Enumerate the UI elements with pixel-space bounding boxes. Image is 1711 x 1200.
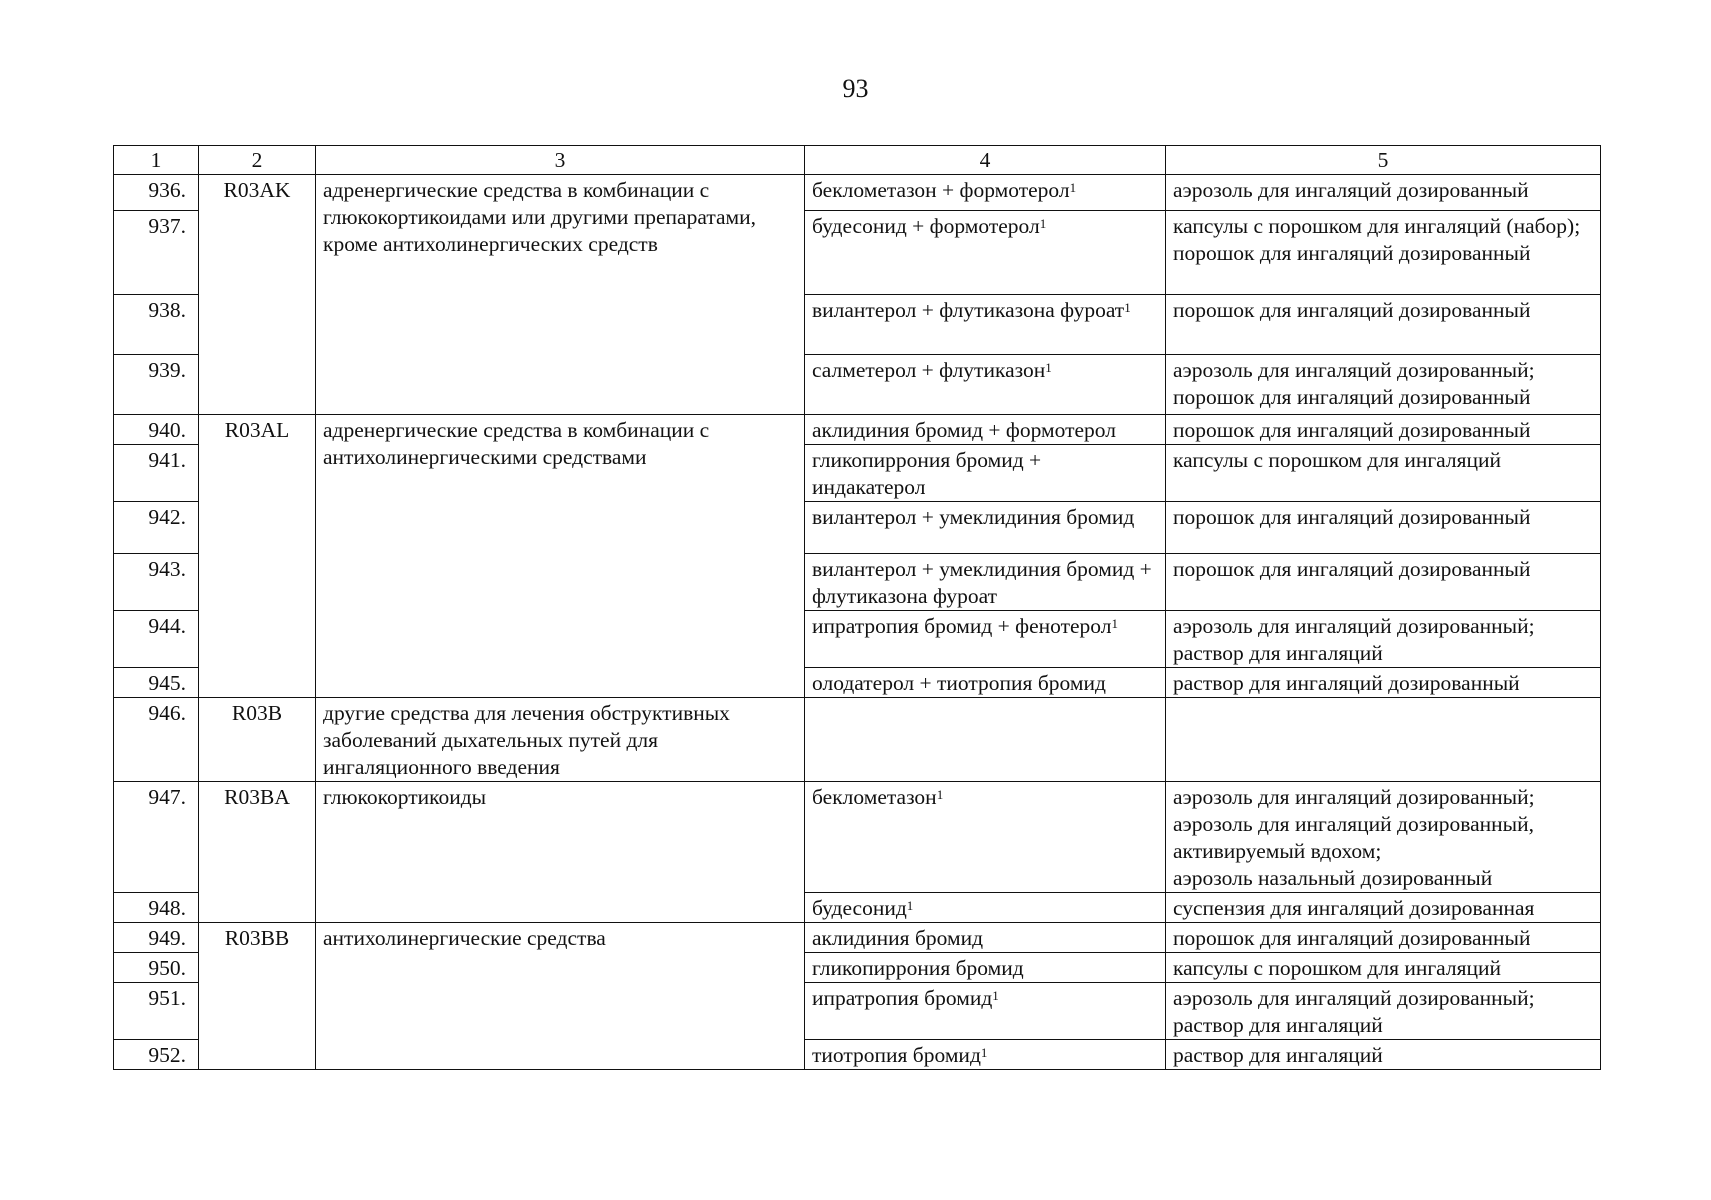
dosage-form: порошок для ингаляций дозированный (1173, 505, 1531, 529)
dosage-form: капсулы с порошком для ингаляций (1173, 448, 1502, 472)
row-number: 947. (114, 782, 199, 893)
dosage-form: раствор для ингаляций (1173, 1043, 1383, 1067)
row-number: 951. (114, 983, 199, 1040)
drug-name: гликопиррония бромид + индакатерол (812, 448, 1042, 499)
drug-name: тиотропия бромид (812, 1043, 981, 1067)
drug-name-cell (805, 1040, 1166, 1070)
atc-code: R03AL (199, 415, 316, 698)
medicines-table (113, 145, 1601, 1070)
dosage-forms-cell (1166, 502, 1601, 554)
drug-name-cell (805, 445, 1166, 502)
dosage-forms-cell (1166, 295, 1601, 355)
row-number: 938. (114, 295, 199, 355)
row-number: 936. (114, 175, 199, 211)
header-col-2: 2 (199, 146, 316, 175)
row-number: 946. (114, 698, 199, 782)
dosage-form: раствор для ингаляций (1173, 1013, 1383, 1037)
header-col-5: 5 (1166, 146, 1601, 175)
table-body (114, 175, 1601, 1070)
row-number: 945. (114, 668, 199, 698)
dosage-form: раствор для ингаляций (1173, 641, 1383, 665)
footnote-marker: 1 (906, 898, 914, 913)
dosage-form: аэрозоль для ингаляций дозированный, активируемый вдохом; (1173, 812, 1534, 863)
dosage-forms-cell (1166, 1040, 1601, 1070)
dosage-form: порошок для ингаляций дозированный (1173, 241, 1531, 265)
dosage-forms-cell (1166, 554, 1601, 611)
dosage-form: капсулы с порошком для ингаляций (1173, 956, 1502, 980)
dosage-forms-cell (1166, 355, 1601, 415)
footnote-marker: 1 (936, 787, 944, 802)
drug-name-cell (805, 782, 1166, 893)
header-col-1: 1 (114, 146, 199, 175)
drug-name-cell (805, 953, 1166, 983)
dosage-form: аэрозоль для ингаляций дозированный; (1173, 614, 1535, 638)
atc-code: R03BA (199, 782, 316, 923)
drug-name-cell (805, 355, 1166, 415)
drug-name: ипратропия бромид (812, 986, 993, 1010)
drug-name-cell (805, 983, 1166, 1040)
dosage-forms-cell (1166, 983, 1601, 1040)
dosage-form: порошок для ингаляций дозированный (1173, 298, 1531, 322)
footnote-marker: 1 (992, 988, 999, 1003)
row-number: 952. (114, 1040, 199, 1070)
drug-name: ипратропия бромид + фенотерол (812, 614, 1112, 638)
row-number: 937. (114, 211, 199, 295)
drug-name-cell (805, 211, 1166, 295)
dosage-form: порошок для ингаляций дозированный (1173, 557, 1531, 581)
footnote-marker: 1 (980, 1045, 988, 1060)
row-number: 939. (114, 355, 199, 415)
footnote-marker: 1 (1045, 360, 1052, 375)
header-col-3: 3 (316, 146, 805, 175)
dosage-forms-cell (1166, 953, 1601, 983)
drug-name: вилантерол + умеклидиния бромид + флутиказона фуроат (812, 557, 1152, 608)
drug-name-cell (805, 611, 1166, 668)
dosage-form: аэрозоль для ингаляций дозированный; (1173, 986, 1535, 1010)
dosage-forms-cell (1166, 923, 1601, 953)
drug-name: олодатерол + тиотропия бромид (812, 671, 1106, 695)
dosage-forms-cell (1166, 415, 1601, 445)
dosage-forms-cell (1166, 698, 1601, 782)
drug-name: будесонид (812, 896, 907, 920)
footnote-marker: 1 (1039, 216, 1047, 231)
drug-name-cell (805, 554, 1166, 611)
header-row (114, 146, 1601, 175)
row-number: 949. (114, 923, 199, 953)
footnote-marker: 1 (1069, 180, 1077, 195)
page-number: 93 (842, 74, 869, 103)
drug-name: беклометазон (812, 785, 937, 809)
row-number: 944. (114, 611, 199, 668)
drug-name: беклометазон + формотерол (812, 178, 1070, 202)
footnote-marker: 1 (1111, 616, 1118, 631)
atc-code: R03BB (199, 923, 316, 1070)
atc-description: адренергические средства в комбинации с глюкокортикоидами или другими препаратами, кроме антихолинергических средств (316, 175, 805, 415)
dosage-form: порошок для ингаляций дозированный (1173, 926, 1531, 950)
dosage-forms-cell (1166, 175, 1601, 211)
header-col-4: 4 (805, 146, 1166, 175)
dosage-forms-cell (1166, 211, 1601, 295)
drug-name: аклидиния бромид (812, 926, 984, 950)
dosage-form: суспензия для ингаляций дозированная (1173, 896, 1535, 920)
atc-description: глюкокортикоиды (316, 782, 805, 923)
dosage-form: аэрозоль для ингаляций дозированный (1173, 178, 1529, 202)
row-number: 950. (114, 953, 199, 983)
dosage-form: капсулы с порошком для ингаляций (набор); (1173, 214, 1581, 238)
atc-description: адренергические средства в комбинации с антихолинергическими средствами (316, 415, 805, 698)
drug-name-cell (805, 502, 1166, 554)
atc-description: другие средства для лечения обструктивных заболеваний дыхательных путей для ингаляционного введения (316, 698, 805, 782)
row-number: 942. (114, 502, 199, 554)
dosage-form: раствор для ингаляций дозированный (1173, 671, 1520, 695)
drug-name: вилантерол + умеклидиния бромид (812, 505, 1135, 529)
drug-name-cell (805, 668, 1166, 698)
row-number: 948. (114, 893, 199, 923)
drug-name: будесонид + формотерол (812, 214, 1040, 238)
dosage-form: аэрозоль для ингаляций дозированный; (1173, 358, 1535, 382)
dosage-forms-cell (1166, 782, 1601, 893)
drug-name: вилантерол + флутиказона фуроат (812, 298, 1125, 322)
dosage-form: порошок для ингаляций дозированный (1173, 385, 1531, 409)
drug-name-cell (805, 175, 1166, 211)
row-number: 941. (114, 445, 199, 502)
dosage-forms-cell (1166, 893, 1601, 923)
table-row (114, 698, 1601, 782)
footnote-marker: 1 (1124, 300, 1131, 315)
drug-name: гликопиррония бромид (812, 956, 1024, 980)
dosage-form: порошок для ингаляций дозированный (1173, 418, 1531, 442)
atc-code: R03B (199, 698, 316, 782)
dosage-form: аэрозоль для ингаляций дозированный; (1173, 785, 1535, 809)
table-row (114, 415, 1601, 445)
drug-name-cell (805, 698, 1166, 782)
drug-name: салметерол + флутиказон (812, 358, 1046, 382)
drug-name-cell (805, 923, 1166, 953)
drug-name-cell (805, 295, 1166, 355)
dosage-forms-cell (1166, 445, 1601, 502)
drug-name-cell (805, 415, 1166, 445)
row-number: 940. (114, 415, 199, 445)
atc-description: антихолинергические средства (316, 923, 805, 1070)
drug-name: аклидиния бромид + формотерол (812, 418, 1116, 442)
table-row (114, 923, 1601, 953)
table-row (114, 175, 1601, 211)
drug-name-cell (805, 893, 1166, 923)
atc-code: R03AK (199, 175, 316, 415)
dosage-forms-cell (1166, 611, 1601, 668)
dosage-form: аэрозоль назальный дозированный (1173, 866, 1493, 890)
table-row (114, 782, 1601, 893)
dosage-forms-cell (1166, 668, 1601, 698)
row-number: 943. (114, 554, 199, 611)
